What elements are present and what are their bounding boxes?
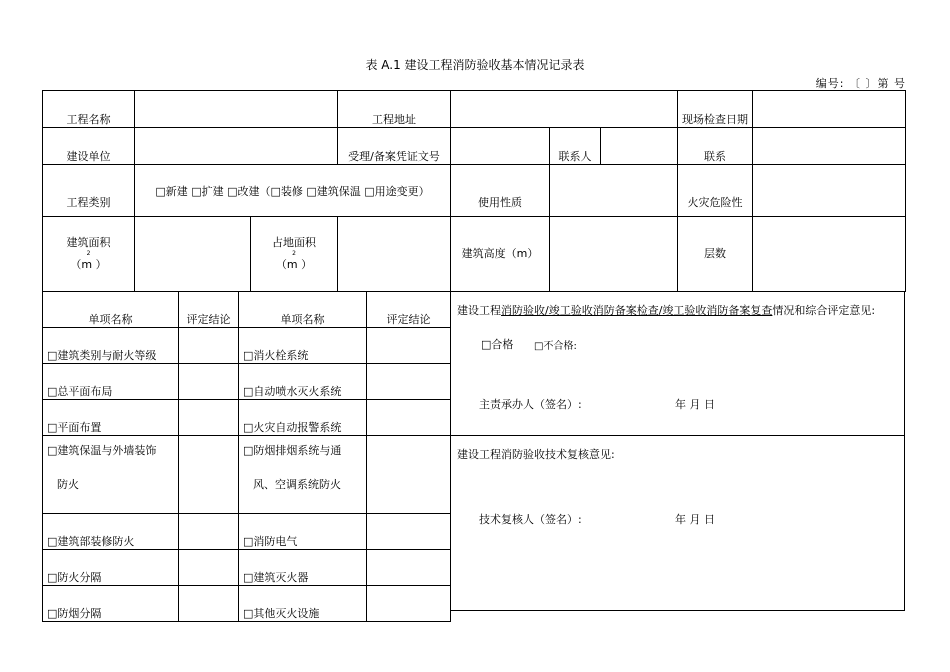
- building-area-sup: 2: [86, 250, 91, 257]
- review-signer-label: 技术复核人（签名）:: [479, 513, 582, 526]
- item-right-5[interactable]: □消防电气: [239, 514, 367, 550]
- item-left-4-line1: □建筑保温与外墙装饰: [47, 444, 157, 457]
- label-floors: 层数: [678, 217, 753, 292]
- col-item-name-2: 单项名称: [239, 292, 367, 328]
- opinion-heading-post: 情况和综合评定意见:: [772, 304, 876, 317]
- item-left-3[interactable]: □平面布置: [43, 400, 179, 436]
- label-contact: 联系: [678, 128, 753, 165]
- field-floors[interactable]: [753, 217, 906, 292]
- result-left-5[interactable]: [179, 514, 239, 550]
- result-right-4[interactable]: [367, 436, 451, 514]
- label-building-height: 建筑高度（m）: [451, 217, 550, 292]
- label-use-nature: 使用性质: [451, 165, 550, 217]
- land-area-text: 占地面积: [272, 236, 316, 249]
- label-project-name: 工程名称: [43, 91, 135, 128]
- field-use-nature[interactable]: [550, 165, 678, 217]
- items-table: [42, 291, 451, 622]
- serial-number: 编号: 〔 〕第 号: [815, 77, 906, 90]
- label-fire-hazard: 火灾危险性: [678, 165, 753, 217]
- item-right-3[interactable]: □火灾自动报警系统: [239, 400, 367, 436]
- result-right-7[interactable]: [367, 586, 451, 622]
- label-inspection-date: 现场检查日期: [678, 91, 753, 128]
- result-right-5[interactable]: [367, 514, 451, 550]
- result-left-2[interactable]: [179, 364, 239, 400]
- field-fire-hazard[interactable]: [753, 165, 906, 217]
- fail-checkbox[interactable]: □不合格:: [534, 341, 577, 352]
- item-left-4[interactable]: [43, 436, 179, 514]
- review-panel[interactable]: [450, 435, 905, 611]
- item-left-2[interactable]: □总平面布局: [43, 364, 179, 400]
- result-left-7[interactable]: [179, 586, 239, 622]
- main-signer-date: 年 月 日: [675, 398, 715, 411]
- page-title: 表 A.1 建设工程消防验收基本情况记录表: [365, 58, 585, 72]
- field-land-area[interactable]: [338, 217, 451, 292]
- col-result-2: 评定结论: [367, 292, 451, 328]
- label-project-type: 工程类别: [43, 165, 135, 217]
- field-project-address[interactable]: [451, 91, 678, 128]
- field-construction-unit[interactable]: [135, 128, 338, 165]
- opinion-panel[interactable]: [450, 291, 905, 436]
- review-signer-date: 年 月 日: [675, 513, 715, 526]
- col-item-name-1: 单项名称: [43, 292, 179, 328]
- project-type-options[interactable]: □新建 □扩建 □改建（□装修 □建筑保温 □用途变更）: [135, 165, 451, 217]
- item-right-4-line1: □防烟排烟系统与通: [243, 444, 342, 457]
- field-contact[interactable]: [753, 128, 906, 165]
- field-project-name[interactable]: [135, 91, 338, 128]
- opinion-heading: [457, 302, 875, 318]
- field-inspection-date[interactable]: [753, 91, 906, 128]
- item-right-6[interactable]: □建筑灭火器: [239, 550, 367, 586]
- result-right-6[interactable]: [367, 550, 451, 586]
- label-construction-unit: 建设单位: [43, 128, 135, 165]
- item-right-7[interactable]: □其他灭火设施: [239, 586, 367, 622]
- opinion-heading-underlined: 消防验收/竣工验收消防备案检查/竣工验收消防备案复查: [501, 304, 773, 317]
- field-building-area[interactable]: [135, 217, 251, 292]
- item-left-6[interactable]: □防火分隔: [43, 550, 179, 586]
- item-left-1[interactable]: □建筑类别与耐火等级: [43, 328, 179, 364]
- pass-checkbox[interactable]: □合格: [481, 338, 514, 351]
- review-heading: 建设工程消防验收技术复核意见:: [457, 448, 615, 461]
- field-building-height[interactable]: [550, 217, 678, 292]
- col-result-1: 评定结论: [179, 292, 239, 328]
- item-right-2[interactable]: □自动喷水灭火系统: [239, 364, 367, 400]
- item-right-4-line2: 风、空调系统防火: [253, 478, 341, 491]
- label-contact-person: 联系人: [550, 128, 601, 165]
- item-left-7[interactable]: □防烟分隔: [43, 586, 179, 622]
- land-area-unit: （m ）: [275, 258, 313, 271]
- land-area-sup: 2: [292, 250, 296, 257]
- info-table: [42, 90, 906, 292]
- result-left-6[interactable]: [179, 550, 239, 586]
- label-land-area: [251, 217, 338, 292]
- item-left-4-line2: 防火: [57, 478, 79, 491]
- result-right-2[interactable]: [367, 364, 451, 400]
- item-left-5[interactable]: □建筑部装修防火: [43, 514, 179, 550]
- item-right-4[interactable]: [239, 436, 367, 514]
- result-left-4[interactable]: [179, 436, 239, 514]
- label-project-address: 工程地址: [338, 91, 451, 128]
- opinion-heading-pre: 建设工程: [457, 304, 501, 317]
- label-acceptance-doc: 受理/备案凭证文号: [338, 128, 451, 165]
- result-right-1[interactable]: [367, 328, 451, 364]
- label-building-area: [43, 217, 135, 292]
- result-left-1[interactable]: [179, 328, 239, 364]
- item-right-1[interactable]: □消火栓系统: [239, 328, 367, 364]
- result-right-3[interactable]: [367, 400, 451, 436]
- field-acceptance-doc[interactable]: [451, 128, 550, 165]
- field-contact-person[interactable]: [601, 128, 678, 165]
- main-signer-label: 主责承办人（签名）:: [479, 398, 582, 411]
- result-left-3[interactable]: [179, 400, 239, 436]
- building-area-text: 建筑面积: [66, 236, 111, 249]
- building-area-unit: （m ）: [70, 258, 107, 271]
